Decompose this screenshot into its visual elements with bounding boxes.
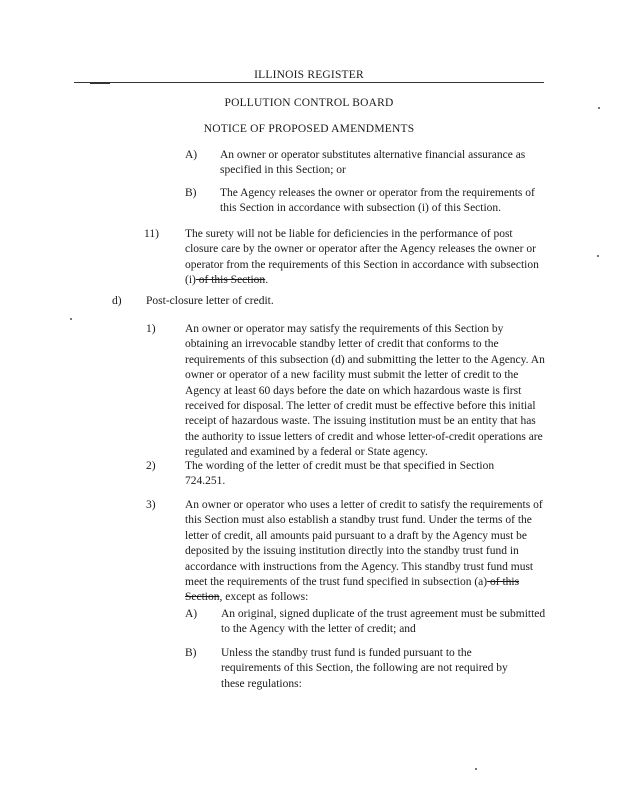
paragraph-2-text: The wording of the letter of credit must be that specified in Section 724.251. [185, 460, 495, 488]
paragraph-3-struck-text: of this Section [185, 576, 520, 604]
register-title: ILLINOIS REGISTER [254, 69, 364, 81]
item-3b-text: Unless the standby trust fund is funded pursuant to the requirements of this Section, the following are not required by these regulations: [221, 647, 508, 690]
item-b-text: The Agency releases the owner or operator from the requirements of this Section in accordance with subsection (i) of this Section. [220, 187, 535, 215]
paragraph-11-end: . [265, 274, 269, 287]
paragraph-3-end: , except as follows: [219, 591, 309, 604]
paragraph-1-text: An owner or operator may satisfy the requirements of this Section by obtaining an irrevocable standby letter of credit that conforms to the requirements of this subsection (d) and submitting the letter to the Agency. An owner or operator of a new facility must submit the letter of credit to the Agency at least 60 days before the date on which hazardous waste is first received for disposal. The letter of credit must be effective before this initial receipt of hazardous waste. The issuing institution must be an entity that has the authority to issue letters of credit and whose letter-of-credit operations are regulated and examined by a federal or State agency. [185, 323, 545, 459]
paragraph-3-text: An owner or operator who uses a letter of credit to satisfy the requirements of this Section must also establish a standby trust fund. Under the terms of the letter of credit, all amounts paid pursuant to a draft by the Agency must be deposited by the issuing institution directly into the standby trust fund in accordance with instructions from the Agency. This standby trust fund must meet the requirements of the trust fund specified in subsection (a) [185, 499, 543, 589]
scan-speck [70, 318, 72, 320]
scan-speck [597, 255, 599, 257]
paragraph-11-struck-text: of this Section [195, 274, 266, 287]
scan-speck [598, 107, 600, 109]
item-3b-label: B) [185, 647, 197, 659]
item-3a-label: A) [185, 608, 198, 620]
notice-title: NOTICE OF PROPOSED AMENDMENTS [203, 123, 415, 135]
subsection-d-label: d) [112, 295, 122, 307]
item-a-label: A) [185, 149, 198, 161]
item-a-text: An owner or operator substitutes alternative financial assurance as specified in this Section; or [220, 149, 526, 177]
paragraph-11-label: 11) [144, 228, 159, 240]
subsection-d-heading: Post-closure letter of credit. [146, 295, 274, 307]
header-rule [74, 82, 544, 83]
item-3a-text: An original, signed duplicate of the trust agreement must be submitted to the Agency with the letter of credit; and [221, 608, 546, 636]
item-b-label: B) [185, 187, 197, 199]
paragraph-1-label: 1) [146, 323, 156, 335]
paragraph-3 [185, 498, 548, 606]
header-rule-stub [90, 83, 110, 84]
paragraph-11-text: The surety will not be liable for deficiencies in the performance of post closure care by the owner or operator after the Agency releases the owner or operator from the requirements of this Section in accordance with subsection (i) [185, 228, 539, 287]
paragraph-3-label: 3) [146, 499, 156, 511]
paragraph-2-label: 2) [146, 460, 156, 472]
scan-speck [475, 768, 477, 770]
board-title: POLLUTION CONTROL BOARD [224, 97, 394, 109]
paragraph-11 [185, 227, 547, 289]
